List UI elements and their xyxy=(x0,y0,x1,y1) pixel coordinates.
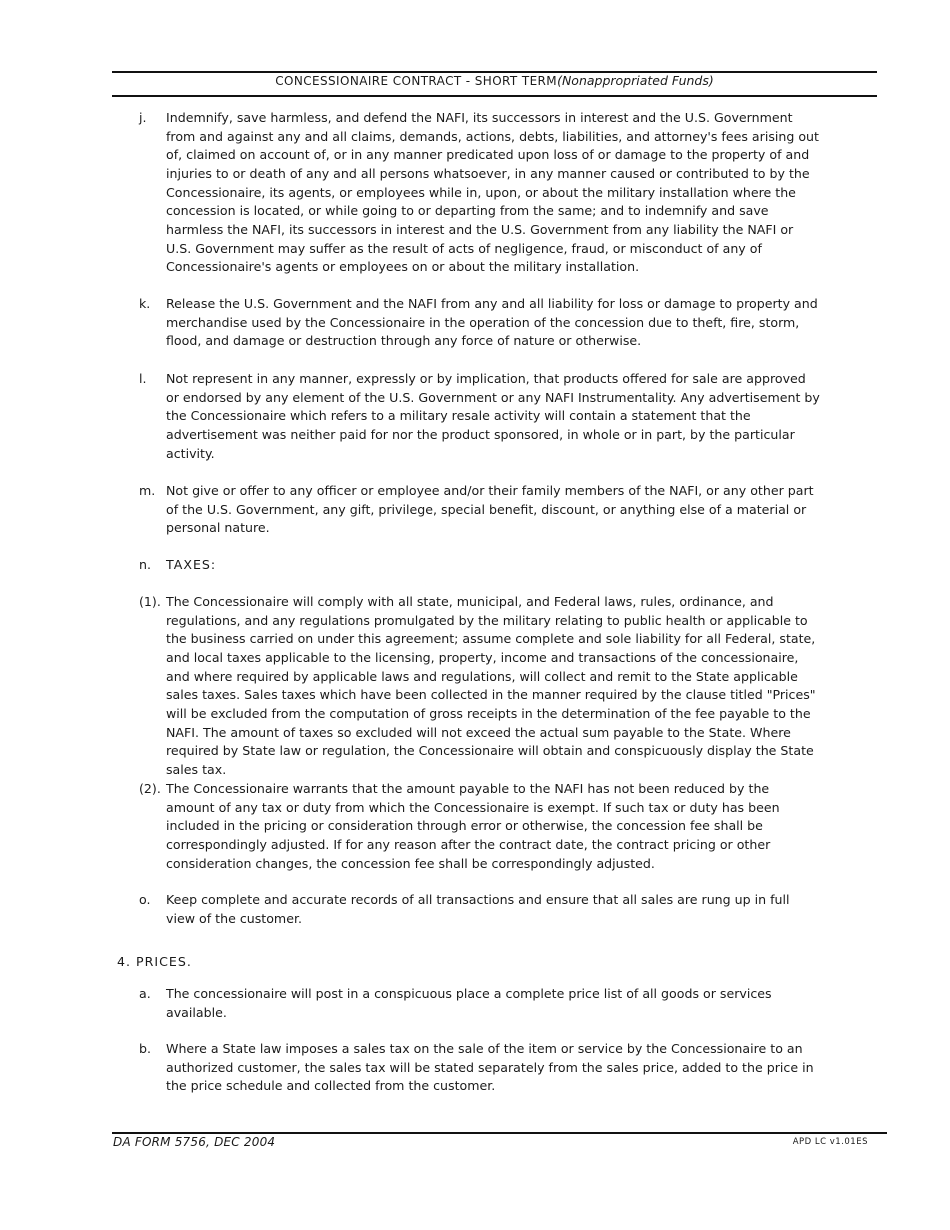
clause-marker: a. xyxy=(139,986,151,1001)
clause-l xyxy=(139,370,839,463)
clause-j xyxy=(139,109,839,277)
clause-text: TAXES: xyxy=(166,557,217,572)
clause-marker: m. xyxy=(139,483,156,498)
clause-marker: o. xyxy=(139,892,151,907)
clause-k xyxy=(139,295,839,351)
prices-clause-a xyxy=(139,985,839,1022)
clause-text: Release the U.S. Government and the NAFI from any and all liability for loss or damage to property and merchandise used by the Concessionaire in the operation of the concession due to theft, fire, storm, flood, and damage or destruction through any force of nature or otherwise. xyxy=(166,296,818,349)
prices-clause-b xyxy=(139,1040,839,1096)
clause-marker: (2). xyxy=(139,781,161,796)
clause-marker: b. xyxy=(139,1041,151,1056)
clause-marker: l. xyxy=(139,371,147,386)
clause-text: Not represent in any manner, expressly or by implication, that products offered for sale are approved or endorsed by any element of the U.S. Government or any NAFI Instrumentality. Any advertisement by the Concessionaire which refers to a military resale activity will contain a statement that the advertisement was neither paid for nor the product sponsored, in whole or in part, by the particular activity. xyxy=(166,371,820,461)
clause-text: Keep complete and accurate records of all transactions and ensure that all sales are rung up in full view of the customer. xyxy=(166,892,790,926)
clause-n-taxes xyxy=(139,556,839,575)
clause-text: Where a State law imposes a sales tax on the sale of the item or service by the Concessionaire to an authorized customer, the sales tax will be stated separately from the sales price, added to the price in the price schedule and collected from the customer. xyxy=(166,1041,814,1094)
header-title: CONCESSIONAIRE CONTRACT - SHORT TERM xyxy=(275,74,558,88)
header-bottom-rule xyxy=(112,95,877,97)
clause-marker: (1). xyxy=(139,594,161,609)
page-header xyxy=(112,73,877,88)
clause-text: Indemnify, save harmless, and defend the NAFI, its successors in interest and the U.S. Government from and against any and all claims, demands, actions, debts, liabilities, and attorney's fees arising out of, claimed on account of, or in any manner predicated upon loss of or damage to the property of and injuries to or death of any and all persons whatsoever, in any manner caused or contributed to by the Concessionaire, its agents, or employees while in, upon, or about the military installation where the concession is located, or while going to or departing from the same; and to indemnify and save harmless the NAFI, its successors in interest and the U.S. Government from any liability the NAFI or U.S. Government may suffer as the result of acts of negligence, fraud, or misconduct of any of Concessionaire's agents or employees on or about the military installation. xyxy=(166,110,819,275)
footer-rule xyxy=(112,1132,887,1134)
header-subtitle: (Nonappropriated Funds) xyxy=(557,73,714,88)
clause-text: The concessionaire will post in a conspicuous place a complete price list of all goods or services available. xyxy=(166,986,772,1020)
clause-o xyxy=(139,891,839,928)
clause-marker: k. xyxy=(139,296,151,311)
form-id: DA FORM 5756, DEC 2004 xyxy=(113,1135,276,1149)
clause-marker: j. xyxy=(139,110,147,125)
clause-text: The Concessionaire warrants that the amount payable to the NAFI has not been reduced by the amount of any tax or duty from which the Concessionaire is exempt. If such tax or duty has been included in the pricing or consideration through error or otherwise, the concession fee shall be correspondingly adjusted. If for any reason after the contract date, the contract pricing or other consideration changes, the concession fee shall be correspondingly adjusted. xyxy=(166,781,780,871)
clause-marker: n. xyxy=(139,557,151,572)
section-4-heading: 4. PRICES. xyxy=(117,954,192,969)
clause-text: Not give or offer to any officer or employee and/or their family members of the NAFI, or any other part of the U.S. Government, any gift, privilege, special benefit, discount, or anything else of a material or personal nature. xyxy=(166,483,814,536)
clause-text: The Concessionaire will comply with all state, municipal, and Federal laws, rules, ordinance, and regulations, and any regulations promulgated by the military relating to public health or applicable to the business carried on under this agreement; assume complete and sole liability for all Federal, state, and local taxes applicable to the licensing, property, income and transactions of the concessionaire, and where required by applicable laws and regulations, will collect and remit to the State applicable sales taxes. Sales taxes which have been collected in the manner required by the clause titled "Prices" will be excluded from the computation of gross receipts in the determination of the fee payable to the NAFI. The amount of taxes so excluded will not exceed the actual sum payable to the State. Where required by State law or regulation, the Concessionaire will obtain and conspicuously display the State sales tax. xyxy=(166,594,816,777)
clause-taxes-2 xyxy=(139,780,839,873)
clause-m xyxy=(139,482,839,538)
form-version: APD LC v1.01ES xyxy=(792,1137,868,1147)
clause-taxes-1 xyxy=(139,593,839,780)
